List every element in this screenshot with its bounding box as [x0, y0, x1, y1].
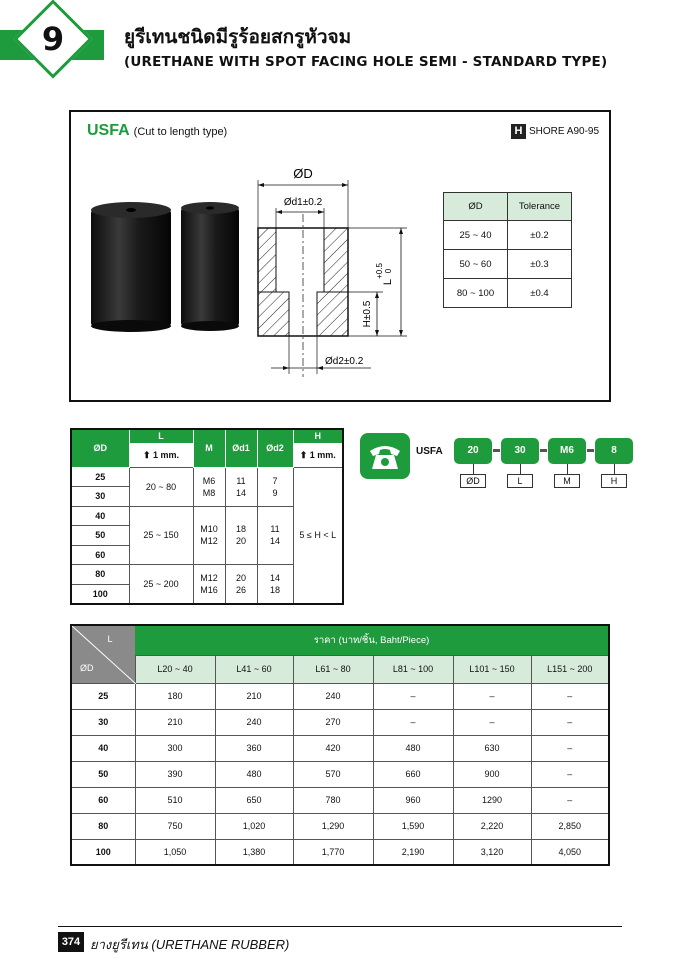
price-cell: 960: [373, 787, 453, 813]
telephone-icon: [367, 441, 403, 471]
price-cell: –: [531, 709, 609, 735]
price-diameter: 50: [71, 761, 135, 787]
table-row: [71, 839, 609, 865]
price-cell: –: [453, 709, 531, 735]
price-cell: –: [373, 683, 453, 709]
dim-d1-label: Ød1±0.2: [283, 197, 323, 208]
section-number: 9: [41, 20, 65, 58]
spec-m: M6 M8: [193, 467, 225, 506]
product-photo: [87, 200, 249, 334]
page-title-english: (URETHANE WITH SPOT FACING HOLE SEMI - STANDARD TYPE): [124, 54, 608, 70]
spec-unit-l-text: 1 mm.: [153, 449, 180, 460]
price-cell: 2,190: [373, 839, 453, 865]
price-diameter: 60: [71, 787, 135, 813]
tolerance-header-d: ØD: [444, 193, 508, 221]
footer-rule: [58, 926, 622, 927]
tolerance-range: 50 ~ 60: [444, 250, 508, 279]
spec-header-d2: Ød2: [257, 429, 293, 467]
order-dash: [540, 449, 547, 452]
order-label-d: ØD: [460, 474, 486, 488]
order-label-m: M: [554, 474, 580, 488]
price-title: ราคา (บาท/ชิ้น, Baht/Piece): [135, 625, 609, 656]
dim-h-label: H±0.5: [362, 300, 373, 328]
spec-d1: 18 20: [225, 506, 257, 565]
price-cell: 180: [135, 683, 215, 709]
price-col-header: L41 ~ 60: [215, 656, 293, 683]
spec-unit-h-text: 1 mm.: [309, 449, 336, 460]
price-diameter: 30: [71, 709, 135, 735]
price-cell: 420: [293, 735, 373, 761]
spec-header-row: [71, 429, 343, 443]
price-cell: 900: [453, 761, 531, 787]
tolerance-value: ±0.3: [508, 250, 572, 279]
spec-d1: 11 14: [225, 467, 257, 506]
table-row: [444, 279, 572, 308]
table-row: [444, 250, 572, 279]
product-subtitle: (Cut to length type): [133, 126, 228, 138]
table-row: [71, 735, 609, 761]
price-table: [70, 624, 610, 866]
spec-diameter: 50: [71, 526, 129, 546]
spec-l-range: 20 ~ 80: [129, 467, 193, 506]
dim-l-tol-lower: 0: [384, 268, 393, 274]
spec-diameter: 80: [71, 565, 129, 585]
price-cell: 360: [215, 735, 293, 761]
tolerance-value: ±0.2: [508, 221, 572, 250]
arrow-up-icon: ⬆: [299, 449, 308, 460]
order-code-l: 30: [501, 438, 539, 464]
price-cell: 390: [135, 761, 215, 787]
price-cell: 210: [135, 709, 215, 735]
spec-d2: 7 9: [257, 467, 293, 506]
order-label-l: L: [507, 474, 533, 488]
price-cell: 300: [135, 735, 215, 761]
price-cell: 2,850: [531, 813, 609, 839]
table-row: [71, 683, 609, 709]
price-diameter: 25: [71, 683, 135, 709]
order-prefix: USFA: [416, 446, 443, 457]
price-cell: 1,050: [135, 839, 215, 865]
spec-diameter: 25: [71, 467, 129, 487]
tolerance-range: 80 ~ 100: [444, 279, 508, 308]
order-dash: [493, 449, 500, 452]
product-heading: [87, 122, 227, 140]
spec-d2: 11 14: [257, 506, 293, 565]
price-col-header: L151 ~ 200: [531, 656, 609, 683]
price-corner-d: ØD: [80, 662, 94, 673]
price-diameter: 100: [71, 839, 135, 865]
price-cell: –: [531, 761, 609, 787]
price-cell: 510: [135, 787, 215, 813]
table-row: [71, 709, 609, 735]
order-label-h: H: [601, 474, 627, 488]
tolerance-range: 25 ~ 40: [444, 221, 508, 250]
tolerance-table: [443, 192, 572, 308]
price-header-row: [71, 656, 609, 683]
price-cell: 570: [293, 761, 373, 787]
price-cell: 780: [293, 787, 373, 813]
page-title-thai: ยูรีเทนชนิดมีรูร้อยสกรูหัวจม: [124, 26, 352, 48]
dim-l-tol-upper: +0.5: [375, 263, 384, 279]
price-cell: 480: [215, 761, 293, 787]
footer-text: ยางยูรีเทน (URETHANE RUBBER): [90, 937, 290, 952]
price-cell: 270: [293, 709, 373, 735]
spec-header-h: H: [293, 429, 343, 443]
price-cell: 750: [135, 813, 215, 839]
corner-diagonal: [72, 626, 136, 684]
spec-header-d1: Ød1: [225, 429, 257, 467]
table-row: [71, 813, 609, 839]
price-cell: 480: [373, 735, 453, 761]
table-row: [71, 467, 343, 487]
price-cell: 1290: [453, 787, 531, 813]
price-cell: 1,590: [373, 813, 453, 839]
page-number: 374: [58, 932, 84, 952]
price-corner: [71, 625, 135, 683]
price-cell: –: [531, 683, 609, 709]
price-cell: 1,380: [215, 839, 293, 865]
spec-diameter: 60: [71, 545, 129, 565]
spec-diameter: 40: [71, 506, 129, 526]
dim-d2-label: Ød2±0.2: [325, 356, 364, 367]
price-cell: 1,290: [293, 813, 373, 839]
hardness-text: SHORE A90-95: [529, 126, 600, 137]
spec-d1: 20 26: [225, 565, 257, 604]
spec-m: M10 M12: [193, 506, 225, 565]
price-col-header: L101 ~ 150: [453, 656, 531, 683]
order-dash: [587, 449, 594, 452]
price-cell: 4,050: [531, 839, 609, 865]
price-cell: –: [531, 787, 609, 813]
price-cell: 630: [453, 735, 531, 761]
spec-table: [70, 428, 344, 605]
dim-l-label: L: [382, 278, 394, 286]
spec-l-range: 25 ~ 200: [129, 565, 193, 604]
dimension-drawing: [231, 152, 441, 382]
table-row: [71, 761, 609, 787]
order-code-m: M6: [548, 438, 586, 464]
price-cell: 650: [215, 787, 293, 813]
spec-h-value: 5 ≤ H < L: [293, 467, 343, 604]
hardness-badge: H: [511, 124, 526, 139]
price-col-header: L81 ~ 100: [373, 656, 453, 683]
price-cell: 660: [373, 761, 453, 787]
price-diameter: 80: [71, 813, 135, 839]
order-code-d: 20: [454, 438, 492, 464]
price-cell: 240: [215, 709, 293, 735]
product-code: USFA: [87, 122, 130, 139]
spec-l-range: 25 ~ 150: [129, 506, 193, 565]
spec-header-l: L: [129, 429, 193, 443]
spec-diameter: 100: [71, 584, 129, 604]
order-phone-box: [360, 433, 410, 479]
price-col-header: L20 ~ 40: [135, 656, 215, 683]
hardness-spec: [511, 124, 599, 139]
table-row: [71, 787, 609, 813]
price-cell: –: [531, 735, 609, 761]
price-cell: 1,770: [293, 839, 373, 865]
spec-unit-h: [293, 443, 343, 467]
tolerance-value: ±0.4: [508, 279, 572, 308]
spec-header-d: ØD: [71, 429, 129, 467]
price-diameter: 40: [71, 735, 135, 761]
spec-m: M12 M16: [193, 565, 225, 604]
price-title-row: [71, 625, 609, 656]
price-corner-l: L: [107, 634, 113, 644]
dim-d-label: ØD: [293, 166, 313, 181]
spec-d2: 14 18: [257, 565, 293, 604]
price-cell: –: [453, 683, 531, 709]
price-col-header: L61 ~ 80: [293, 656, 373, 683]
spec-diameter: 30: [71, 487, 129, 507]
price-cell: 3,120: [453, 839, 531, 865]
price-cell: 240: [293, 683, 373, 709]
tolerance-header-tol: Tolerance: [508, 193, 572, 221]
tolerance-header-row: [444, 193, 572, 221]
arrow-up-icon: ⬆: [142, 449, 151, 460]
price-cell: 2,220: [453, 813, 531, 839]
price-cell: –: [373, 709, 453, 735]
price-cell: 210: [215, 683, 293, 709]
table-row: [444, 221, 572, 250]
spec-unit-l: [129, 443, 193, 467]
spec-header-m: M: [193, 429, 225, 467]
order-code-h: 8: [595, 438, 633, 464]
price-cell: 1,020: [215, 813, 293, 839]
diagram-panel: [69, 110, 611, 402]
